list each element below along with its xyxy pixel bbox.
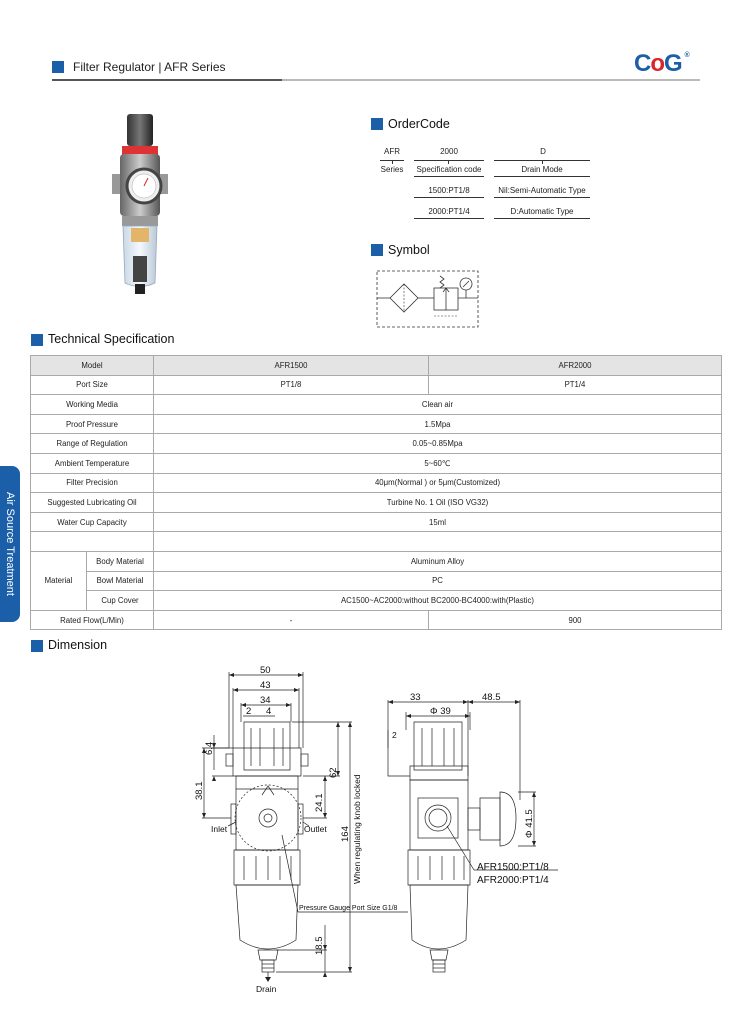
row-label: Suggested Lubricating Oil [31,493,154,513]
dim-43: 43 [260,680,271,691]
order-code-series: AFR [384,147,400,156]
order-code-drain: D [540,147,546,156]
dim-34: 34 [260,695,271,706]
port-size-afr1500: PT1/8 [154,375,429,395]
row-value: PC [154,571,722,591]
row-label: Body Material [87,551,154,571]
row-value: Clean air [154,395,722,415]
port-afr1500: AFR1500:PT1/8 [477,862,549,873]
dimension-title: Dimension [48,638,108,652]
row-label: Filter Precision [31,473,154,493]
side-tab: Air Source Treatment [0,466,20,622]
spec-option-1500: 1500:PT1/8 [428,186,470,195]
row-label: Working Media [31,395,154,415]
port-size-label: Port Size [31,375,154,395]
order-label-drain: Drain Mode [521,165,563,174]
port-size-afr2000: PT1/4 [429,375,722,395]
symbol-title: Symbol [388,243,430,257]
row-value: 40μm(Normal ) or 5μm(Customized) [154,473,722,493]
order-label-series: Series [380,165,404,174]
rated-flow-afr2000: 900 [429,610,722,630]
model-afr2000: AFR2000 [429,356,722,376]
model-afr1500: AFR1500 [154,356,429,376]
dim-33: 33 [410,692,421,703]
dim-2: 2 [246,706,252,717]
row-value: 0.05~0.85Mpa [154,434,722,454]
rated-flow-afr1500: - [154,610,429,630]
dim-164: 164 [340,826,351,842]
drain-option-nil: Nil:Semi-Automatic Type [498,186,586,195]
dim-38-1: 38.1 [194,781,205,800]
row-label: Proof Pressure [31,414,154,434]
dim-dia41-5: Φ 41.5 [524,809,535,838]
dim-6-4: 6.4 [204,741,215,755]
row-label: Ambient Temperature [31,453,154,473]
dim-18-5: 18.5 [314,936,325,955]
row-value: 1.5Mpa [154,414,722,434]
outlet-label: Outlet [304,824,327,834]
dim-dia39: Φ 39 [430,706,451,717]
row-value: AC1500~AC2000:without BC2000-BC4000:with(Plastic) [154,591,722,611]
dim-4: 4 [266,706,272,717]
drain-option-d: D:Automatic Type [510,207,574,216]
row-value: 5~60℃ [154,453,722,473]
row-value: 15ml [154,512,722,532]
order-label-spec: Specification code [416,165,482,174]
row-value: Aluminum Alloy [154,551,722,571]
gauge-note: Pressure Gauge Port Size G1/8 [299,905,398,912]
knob-note: When regulating knob locked [352,774,362,884]
dim-side-2: 2 [392,730,397,740]
dim-24-1: 24.1 [314,793,325,812]
drain-label: Drain [256,984,277,994]
ordercode-title: OrderCode [388,117,450,131]
material-label: Material [31,551,87,610]
spec-option-2000: 2000:PT1/4 [428,207,470,216]
dim-48-5: 48.5 [482,692,501,703]
order-code-spec: 2000 [440,147,458,156]
dim-50: 50 [260,665,271,676]
dim-62: 62 [328,767,339,778]
port-afr2000: AFR2000:PT1/4 [477,875,549,886]
techspec-title: Technical Specification [48,332,175,346]
row-label: Cup Cover [87,591,154,611]
model-label: Model [31,356,154,376]
row-value: Turbine No. 1 Oil (ISO VG32) [154,493,722,513]
rated-flow-label: Rated Flow(L/Min) [31,610,154,630]
page-title: Filter Regulator | AFR Series [73,60,226,74]
row-label: Bowl Material [87,571,154,591]
brand-logo: CᴏG ® [634,50,689,77]
row-label: Range of Regulation [31,434,154,454]
row-label: Water Cup Capacity [31,512,154,532]
inlet-label: Inlet [211,824,228,834]
